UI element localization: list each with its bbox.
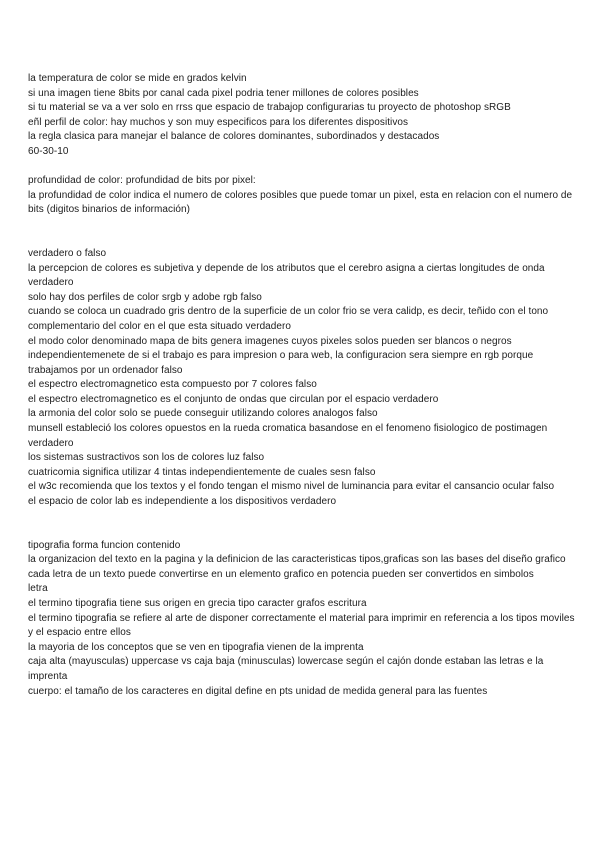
paragraph: el espectro electromagnetico es el conjunto de ondas que circulan por el espacio verdadero	[28, 393, 439, 405]
blank-line	[28, 218, 580, 247]
paragraph: la armonia del color solo se puede conseguir utilizando colores analogos falso	[28, 408, 378, 420]
paragraph: el modo color denominado mapa de bits genera imagenes cuyos pixeles solos pueden ser blancos o negros	[28, 335, 512, 347]
paragraph: la mayoria de los conceptos que se ven en tipografia vienen de la imprenta	[28, 641, 364, 653]
paragraph: cuando se coloca un cuadrado gris dentro de la superficie de un color frio se vera calidp, es decir, teñido con el tono complementario del color en el que esta situado verdadero	[28, 306, 549, 332]
section-typography	[28, 539, 580, 700]
paragraph: caja alta (mayusculas) uppercase vs caja baja (minusculas) lowercase según el cajón donde estaban las letras e la imprenta	[28, 656, 544, 682]
paragraph: 60-30-10	[28, 145, 69, 157]
section-color-depth	[28, 174, 580, 218]
paragraph: si una imagen tiene 8bits por canal cada pixel podria tener millones de colores posibles	[28, 87, 419, 99]
paragraph: el termino tipografia se refiere al arte de disponer correctamente el material para imprimir en referencia a los tipos moviles y el espacio entre ellos	[28, 612, 575, 639]
document-body	[28, 72, 580, 699]
paragraph: si tu material se va a ver solo en rrss que espacio de trabajop configurarias tu proyecto de photoshop sRGB	[28, 102, 511, 114]
paragraph: profundidad de color: profundidad de bits por pixel:	[28, 175, 256, 187]
paragraph: cuatricomia significa utilizar 4 tintas independientemente de cuales sesn falso	[28, 466, 376, 478]
paragraph: cuerpo: el tamaño de los caracteres en digital define en pts unidad de medida general para las fuentes	[28, 685, 488, 697]
section-color-basics	[28, 72, 580, 160]
paragraph: el termino tipografia tiene sus origen en grecia tipo caracter grafos escritura	[28, 598, 367, 609]
paragraph: munsell estableció los colores opuestos en la rueda cromatica basandose en el fenomeno fisiologico de postimagen verdadero	[28, 423, 548, 449]
paragraph: los sistemas sustractivos son los de colores luz falso	[28, 452, 265, 464]
paragraph: la temperatura de color se mide en grados kelvin	[28, 73, 247, 84]
paragraph: la regla clasica para manejar el balance de colores dominantes, subordinados y destacados	[28, 131, 440, 143]
paragraph: el espectro electromagnetico esta compuesto por 7 colores falso	[28, 379, 317, 391]
paragraph: la profundidad de color indica el numero de colores posibles que puede tomar un pixel, esta en relacion con el numero de bits (digitos binarios de información)	[28, 189, 573, 216]
section-true-false	[28, 247, 580, 510]
blank-line	[28, 160, 580, 175]
paragraph: la organizacion del texto en la pagina y la definicion de las caracteristicas tipos,graficas son las bases del diseño grafico cada letra de un texto puede convertirse en un elemento grafico en potencia pueden ser convertidos en simbolos	[28, 554, 566, 580]
paragraph: el espacio de color lab es independiente a los dispositivos verdadero	[28, 496, 337, 508]
paragraph: letra	[28, 583, 48, 595]
paragraph: eñl perfil de color: hay muchos y son muy especificos para los diferentes dispositivos	[28, 116, 409, 128]
paragraph: independientemenete de si el trabajo es para impresion o para web, la configuracion sera siempre en rgb porque trabajamos por un ordenador falso	[28, 350, 534, 376]
section-heading: verdadero o falso	[28, 247, 107, 259]
paragraph: la percepcion de colores es subjetiva y depende de los atributos que el cerebro asigna a ciertas longitudes de onda verdadero	[28, 262, 545, 289]
blank-line	[28, 510, 580, 539]
section-heading: tipografia forma funcion contenido	[28, 539, 181, 551]
paragraph: solo hay dos perfiles de color srgb y adobe rgb falso	[28, 291, 262, 303]
paragraph: el w3c recomienda que los textos y el fondo tengan el mismo nivel de luminancia para evitar el cansancio ocular falso	[28, 481, 555, 493]
